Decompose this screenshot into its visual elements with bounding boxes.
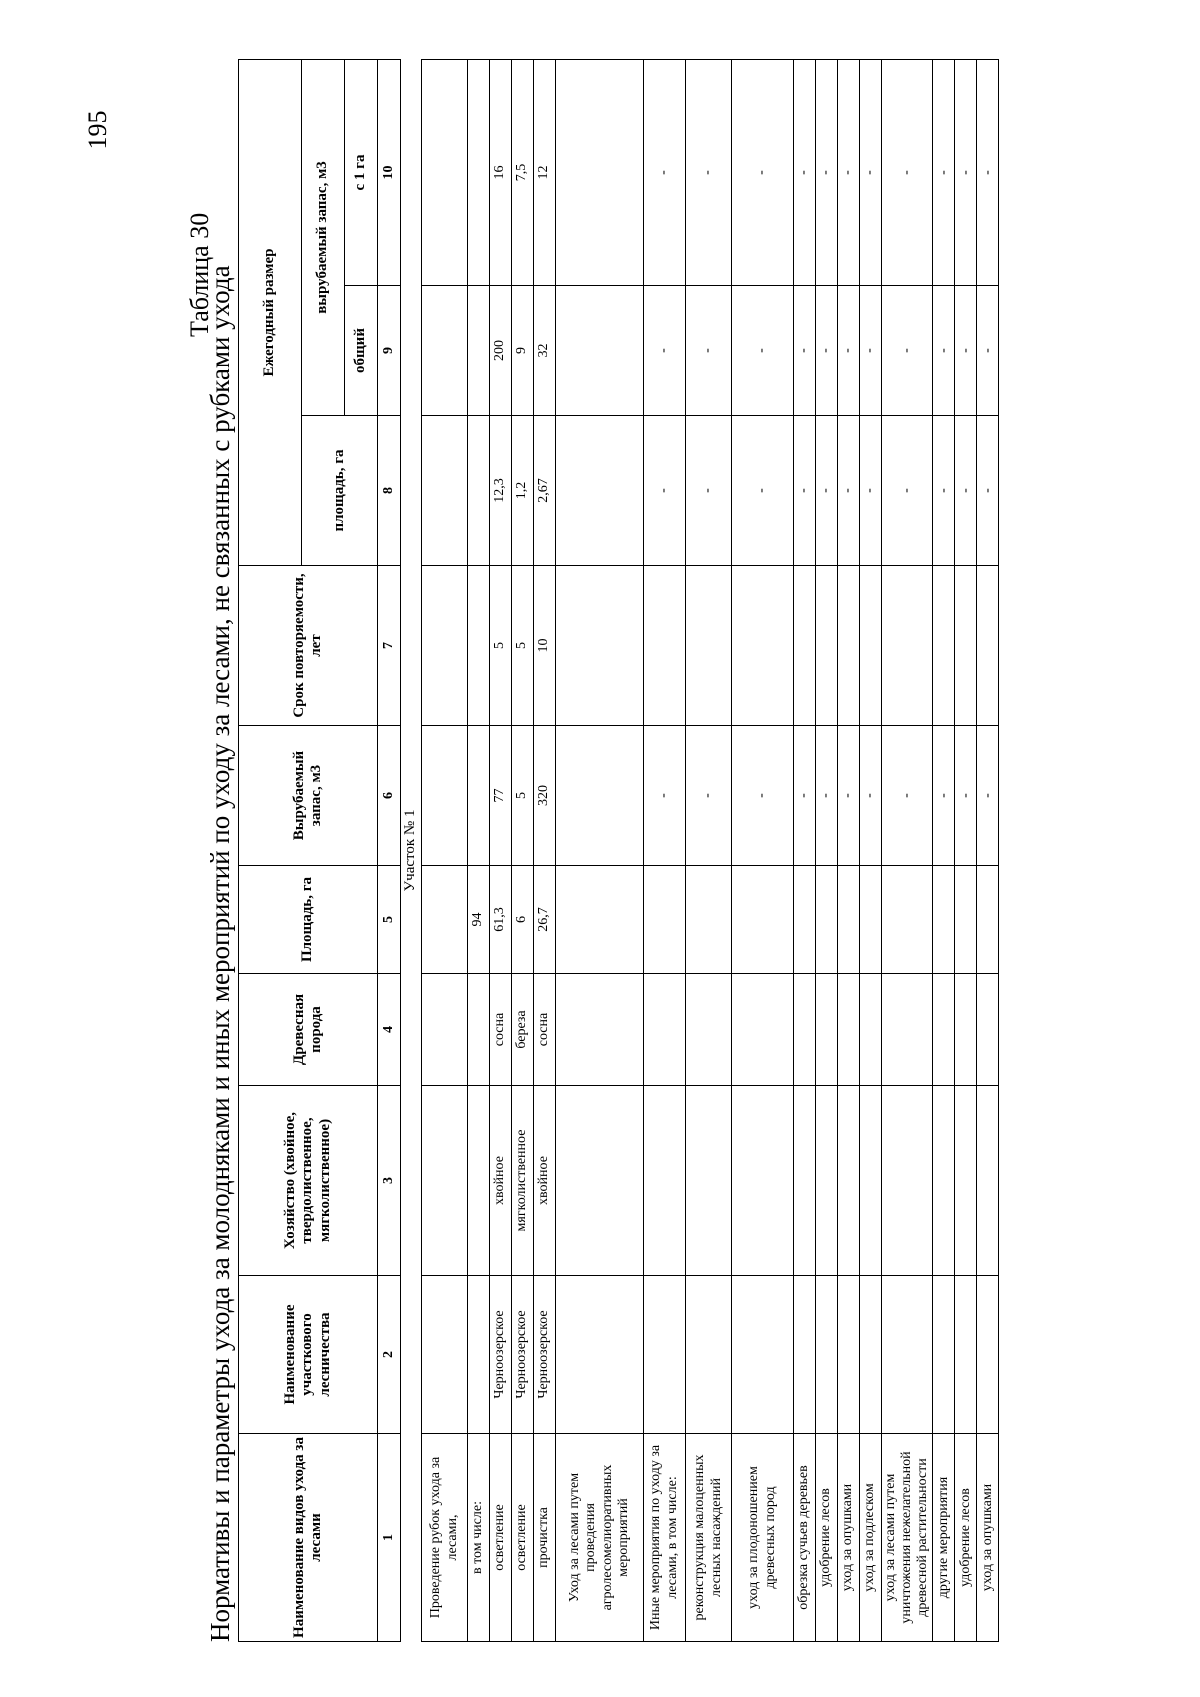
header-economy: Хозяйство (хвойное, твердолиственное, мягколиственное) [239, 1086, 378, 1276]
header-annual-stock: вырубаемый запас, м3 [302, 59, 345, 415]
table-cell-c3 [422, 1086, 468, 1276]
table-row [468, 59, 490, 1641]
column-number: 8 [378, 416, 401, 566]
table-cell-c9 [468, 286, 490, 416]
table-row [534, 59, 556, 1641]
section-row [401, 59, 422, 1641]
table-cell-c9: 200 [490, 286, 512, 416]
forest-care-table [238, 59, 999, 1642]
header-area: Площадь, га [239, 866, 378, 974]
table-cell-c8: - [838, 416, 860, 566]
table-cell-c4 [686, 974, 732, 1086]
table-cell-c6: - [955, 726, 977, 866]
table-cell-c2: Черноозерское [490, 1276, 512, 1434]
table-cell-c8: - [882, 416, 933, 566]
header-repeat-period: Срок повторяемости, лет [239, 566, 378, 726]
table-cell-c3 [977, 1086, 999, 1276]
table-cell-c2 [882, 1276, 933, 1434]
section-title: Участок № 1 [401, 59, 422, 1641]
table-cell-c8 [556, 416, 644, 566]
table-cell-c10 [468, 59, 490, 285]
table-cell-c6: 5 [512, 726, 534, 866]
table-cell-c2 [955, 1276, 977, 1434]
table-row [556, 59, 644, 1641]
header-stock-total: общий [345, 286, 378, 416]
table-cell-c4 [882, 974, 933, 1086]
table-cell-c4 [556, 974, 644, 1086]
column-number: 7 [378, 566, 401, 726]
table-row [794, 59, 816, 1641]
table-cell-c6 [422, 726, 468, 866]
table-cell-c8: - [955, 416, 977, 566]
table-row [838, 59, 860, 1641]
table-cell-c1: удобрение лесов [955, 1434, 977, 1642]
table-cell-c4 [860, 974, 882, 1086]
table-cell-c6: - [816, 726, 838, 866]
table-cell-c6: - [794, 726, 816, 866]
table-cell-c8 [468, 416, 490, 566]
table-cell-c2 [732, 1276, 794, 1434]
table-cell-c8: - [977, 416, 999, 566]
header-care-type: Наименование видов ухода за лесами [239, 1434, 378, 1642]
table-cell-c2 [977, 1276, 999, 1434]
table-cell-c10: - [794, 59, 816, 285]
table-cell-c3: мягколиственное [512, 1086, 534, 1276]
table-cell-c2: Черноозерское [534, 1276, 556, 1434]
table-cell-c3 [933, 1086, 955, 1276]
table-cell-c5: 26,7 [534, 866, 556, 974]
table-cell-c8: - [860, 416, 882, 566]
table-cell-c9: - [933, 286, 955, 416]
table-cell-c2 [816, 1276, 838, 1434]
table-cell-c5 [816, 866, 838, 974]
table-cell-c4: сосна [490, 974, 512, 1086]
table-cell-c10: 7,5 [512, 59, 534, 285]
table-cell-c5 [860, 866, 882, 974]
table-cell-c10: 16 [490, 59, 512, 285]
table-cell-c2 [838, 1276, 860, 1434]
table-cell-c2 [794, 1276, 816, 1434]
table-cell-c7 [977, 566, 999, 726]
table-cell-c9: - [732, 286, 794, 416]
column-number-row [378, 59, 401, 1641]
table-cell-c7 [882, 566, 933, 726]
column-number: 4 [378, 974, 401, 1086]
table-cell-c9: - [816, 286, 838, 416]
table-cell-c6 [556, 726, 644, 866]
table-cell-c3 [860, 1086, 882, 1276]
table-cell-c4 [816, 974, 838, 1086]
table-row [933, 59, 955, 1641]
table-cell-c6: - [732, 726, 794, 866]
table-cell-c3 [686, 1086, 732, 1276]
table-cell-c9: - [644, 286, 686, 416]
table-cell-c7: 5 [490, 566, 512, 726]
table-cell-c2 [644, 1276, 686, 1434]
column-number: 1 [378, 1434, 401, 1642]
table-cell-c4 [794, 974, 816, 1086]
table-cell-c1: Уход за лесами путем проведения агролесомелиоративных мероприятий [556, 1434, 644, 1642]
table-cell-c1: осветление [490, 1434, 512, 1642]
table-cell-c7: 10 [534, 566, 556, 726]
table-cell-c1: реконструкция малоценных лесных насаждений [686, 1434, 732, 1642]
header-annual-size: Ежегодный размер [239, 59, 302, 565]
header-stock-per-ha: с 1 га [345, 59, 378, 285]
table-cell-c9: - [955, 286, 977, 416]
table-cell-c3: хвойное [490, 1086, 512, 1276]
table-cell-c8: - [933, 416, 955, 566]
table-cell-c10: 12 [534, 59, 556, 285]
table-row [732, 59, 794, 1641]
table-cell-c2 [556, 1276, 644, 1434]
table-cell-c8 [422, 416, 468, 566]
table-cell-c6: - [838, 726, 860, 866]
table-cell-c1: обрезка сучьев деревьев [794, 1434, 816, 1642]
table-cell-c3: хвойное [534, 1086, 556, 1276]
table-cell-c10: - [644, 59, 686, 285]
table-cell-c10: - [732, 59, 794, 285]
table-row [977, 59, 999, 1641]
table-cell-c6: - [686, 726, 732, 866]
table-cell-c10: - [860, 59, 882, 285]
table-cell-c5 [644, 866, 686, 974]
table-cell-c7 [556, 566, 644, 726]
table-cell-c4 [933, 974, 955, 1086]
table-cell-c2: Черноозерское [512, 1276, 534, 1434]
table-cell-c3 [644, 1086, 686, 1276]
table-cell-c7 [422, 566, 468, 726]
table-cell-c8: - [686, 416, 732, 566]
table-cell-c6: 320 [534, 726, 556, 866]
table-cell-c9: - [838, 286, 860, 416]
table-cell-c8: - [816, 416, 838, 566]
table-cell-c9: - [794, 286, 816, 416]
table-cell-c6: - [977, 726, 999, 866]
table-cell-c5 [977, 866, 999, 974]
table-cell-c9 [556, 286, 644, 416]
table-cell-c4 [838, 974, 860, 1086]
table-cell-c10 [556, 59, 644, 285]
table-cell-c1: Проведение рубок ухода за лесами, [422, 1434, 468, 1642]
table-cell-c7 [860, 566, 882, 726]
table-cell-c5: 6 [512, 866, 534, 974]
table-cell-c9: - [686, 286, 732, 416]
table-row [490, 59, 512, 1641]
table-cell-c3 [816, 1086, 838, 1276]
table-cell-c5 [933, 866, 955, 974]
column-number: 2 [378, 1276, 401, 1434]
table-cell-c2 [933, 1276, 955, 1434]
header-species: Древесная порода [239, 974, 378, 1086]
table-cell-c3 [955, 1086, 977, 1276]
table-cell-c1: удобрение лесов [816, 1434, 838, 1642]
header-forestry: Наименование участкового лесничества [239, 1276, 378, 1434]
table-cell-c5 [838, 866, 860, 974]
table-row [882, 59, 933, 1641]
page-number: 195 [83, 110, 112, 150]
table-cell-c9: 32 [534, 286, 556, 416]
table-cell-c1: уход за плодоношением древесных пород [732, 1434, 794, 1642]
table-body [401, 59, 999, 1641]
table-cell-c5 [732, 866, 794, 974]
table-cell-c7 [468, 566, 490, 726]
table-cell-c7: 5 [512, 566, 534, 726]
table-cell-c1: уход за опушками [977, 1434, 999, 1642]
table-row [512, 59, 534, 1641]
table-cell-c2 [686, 1276, 732, 1434]
table-cell-c10: - [955, 59, 977, 285]
table-cell-c9: 9 [512, 286, 534, 416]
table-cell-c1: уход за опушками [838, 1434, 860, 1642]
table-cell-c5 [686, 866, 732, 974]
column-number: 10 [378, 59, 401, 285]
table-cell-c4: береза [512, 974, 534, 1086]
table-row [860, 59, 882, 1641]
table-cell-c8: 1,2 [512, 416, 534, 566]
table-cell-c3 [732, 1086, 794, 1276]
table-cell-c3 [882, 1086, 933, 1276]
table-cell-c7 [816, 566, 838, 726]
header-stock: Вырубаемый запас, м3 [239, 726, 378, 866]
table-cell-c7 [955, 566, 977, 726]
table-cell-c9: - [977, 286, 999, 416]
table-cell-c5: 94 [468, 866, 490, 974]
table-cell-c5 [882, 866, 933, 974]
table-cell-c3 [556, 1086, 644, 1276]
table-caption: Нормативы и параметры ухода за молодняками и иных мероприятий по уходу за лесами, не связанных с рубками ухода [205, 265, 235, 1642]
table-row [686, 59, 732, 1641]
table-number: Таблица 30 [185, 212, 214, 337]
table-cell-c4 [422, 974, 468, 1086]
table-cell-c3 [838, 1086, 860, 1276]
table-cell-c9: - [882, 286, 933, 416]
table-cell-c7 [732, 566, 794, 726]
table-cell-c5: 61,3 [490, 866, 512, 974]
table-cell-c10: - [977, 59, 999, 285]
table-cell-c8: - [732, 416, 794, 566]
table-cell-c7 [794, 566, 816, 726]
table-cell-c3 [794, 1086, 816, 1276]
table-cell-c1: осветление [512, 1434, 534, 1642]
table-cell-c8: - [644, 416, 686, 566]
table-cell-c6: - [933, 726, 955, 866]
table-cell-c8: 12,3 [490, 416, 512, 566]
header-annual-area: площадь, га [302, 416, 378, 566]
column-number: 6 [378, 726, 401, 866]
table-cell-c5 [422, 866, 468, 974]
table-cell-c10 [422, 59, 468, 285]
table-cell-c8: 2,67 [534, 416, 556, 566]
column-number: 3 [378, 1086, 401, 1276]
table-cell-c7 [686, 566, 732, 726]
table-cell-c10: - [838, 59, 860, 285]
table-cell-c3 [468, 1086, 490, 1276]
table-cell-c2 [422, 1276, 468, 1434]
table-cell-c5 [794, 866, 816, 974]
table-cell-c9 [422, 286, 468, 416]
table-cell-c10: - [686, 59, 732, 285]
table-cell-c2 [468, 1276, 490, 1434]
table-cell-c1: уход за лесами путем уничтожения нежелательной древесной растительности [882, 1434, 933, 1642]
table-cell-c4 [644, 974, 686, 1086]
table-cell-c6: - [860, 726, 882, 866]
table-cell-c10: - [933, 59, 955, 285]
table-cell-c1: прочистка [534, 1434, 556, 1642]
table-row [644, 59, 686, 1641]
table-cell-c5 [955, 866, 977, 974]
table-cell-c6: - [644, 726, 686, 866]
table-cell-c4: сосна [534, 974, 556, 1086]
table-row [955, 59, 977, 1641]
table-cell-c4 [977, 974, 999, 1086]
table-cell-c5 [556, 866, 644, 974]
table-cell-c1: уход за подлеском [860, 1434, 882, 1642]
table-cell-c6: 77 [490, 726, 512, 866]
table-cell-c7 [644, 566, 686, 726]
table-cell-c6: - [882, 726, 933, 866]
table-cell-c1: другие мероприятия [933, 1434, 955, 1642]
table-row [422, 59, 468, 1641]
table-cell-c4 [955, 974, 977, 1086]
table-cell-c1: Иные мероприятия по уходу за лесами, в том числе: [644, 1434, 686, 1642]
table-cell-c9: - [860, 286, 882, 416]
table-cell-c4 [732, 974, 794, 1086]
table-cell-c10: - [816, 59, 838, 285]
table-cell-c1: в том числе: [468, 1434, 490, 1642]
table-cell-c7 [838, 566, 860, 726]
table-cell-c6 [468, 726, 490, 866]
table-cell-c10: - [882, 59, 933, 285]
table-row [816, 59, 838, 1641]
table-cell-c4 [468, 974, 490, 1086]
column-number: 9 [378, 286, 401, 416]
table-cell-c7 [933, 566, 955, 726]
table-cell-c8: - [794, 416, 816, 566]
column-number: 5 [378, 866, 401, 974]
table-cell-c2 [860, 1276, 882, 1434]
